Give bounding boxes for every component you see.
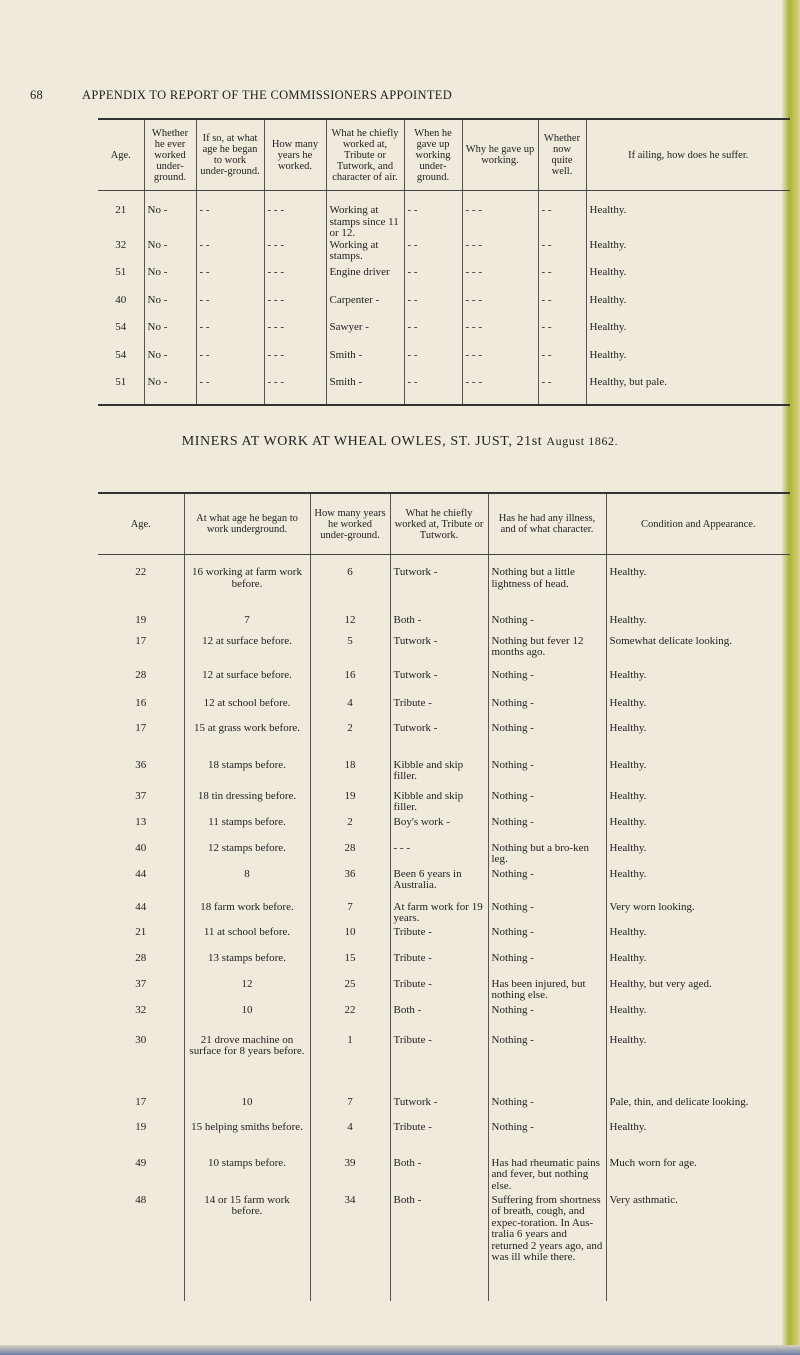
table-cell: 4 bbox=[310, 1122, 390, 1158]
table-row bbox=[98, 979, 790, 1005]
table-cell: - - bbox=[538, 350, 586, 378]
table-row bbox=[98, 723, 790, 760]
table-cell: 11 stamps before. bbox=[184, 817, 310, 843]
table-cell: 10 bbox=[184, 1005, 310, 1035]
table-cell: Has had rheumatic pains and fever, but nothing else. bbox=[488, 1158, 606, 1195]
table-cell: Tutwork - bbox=[390, 723, 488, 760]
table-cell: Nothing - bbox=[488, 615, 606, 636]
table-cell: - - bbox=[404, 267, 462, 295]
table-cell: Nothing - bbox=[488, 1005, 606, 1035]
table-cell: Tribute - bbox=[390, 1035, 488, 1097]
table-cell: 28 bbox=[310, 843, 390, 869]
table-cell: 12 at surface before. bbox=[184, 670, 310, 698]
table-cell: Kibble and skip filler. bbox=[390, 791, 488, 817]
table-row bbox=[98, 1035, 790, 1097]
table-cell: Nothing but a bro-ken leg. bbox=[488, 843, 606, 869]
table-cell: Healthy. bbox=[606, 1035, 790, 1097]
table-cell: - - bbox=[538, 267, 586, 295]
table-cell: Healthy. bbox=[606, 670, 790, 698]
column-header: Whether now quite well. bbox=[538, 119, 586, 191]
table-cell: Both - bbox=[390, 1005, 488, 1035]
table-cell: 18 stamps before. bbox=[184, 760, 310, 791]
table-cell: 39 bbox=[310, 1158, 390, 1195]
table-cell: 28 bbox=[135, 668, 147, 681]
table-cell: Smith - bbox=[326, 350, 404, 378]
table-cell: Smith - bbox=[326, 377, 404, 405]
table-cell: Healthy. bbox=[586, 240, 790, 268]
section-title bbox=[0, 434, 800, 450]
table-cell: 32 bbox=[115, 238, 127, 251]
table-cell: Nothing - bbox=[488, 927, 606, 953]
table-row bbox=[98, 615, 790, 636]
table-cell: Healthy. bbox=[606, 843, 790, 869]
column-header: Why he gave up working. bbox=[462, 119, 538, 191]
table-cell: Working at stamps since 11 or 12. bbox=[326, 191, 404, 240]
table-cell: - - - bbox=[462, 267, 538, 295]
table-cell: 10 bbox=[310, 927, 390, 953]
table-cell: - - - bbox=[462, 191, 538, 240]
table-cell: - - bbox=[404, 377, 462, 405]
table-cell: - - bbox=[196, 377, 264, 405]
table-cell: 40 bbox=[115, 293, 127, 306]
table-cell: - - - bbox=[264, 350, 326, 378]
column-header: Age. bbox=[98, 493, 184, 555]
column-header: Has he had any illness, and of what character. bbox=[488, 493, 606, 555]
table-cell: 1 bbox=[310, 1035, 390, 1097]
table-cell: Pale, thin, and delicate looking. bbox=[606, 1097, 790, 1122]
table-cell: At farm work for 19 years. bbox=[390, 902, 488, 927]
table-cell: Nothing but a little lightness of head. bbox=[488, 555, 606, 615]
table-cell: Suffering from shortness of breath, cough, and expec-toration. In Aus-tralia 6 years and returned 2 years ago, and was ill while there. bbox=[488, 1195, 606, 1301]
table-cell: 44 bbox=[135, 867, 147, 880]
table-cell: - - - bbox=[390, 843, 488, 869]
table-cell: - - bbox=[404, 240, 462, 268]
table-cell: Tribute - bbox=[390, 1122, 488, 1158]
column-header: What he chiefly worked at, Tribute or Tutwork, and character of air. bbox=[326, 119, 404, 191]
table-cell: Healthy. bbox=[586, 350, 790, 378]
table-cell: Both - bbox=[390, 1158, 488, 1195]
table-row bbox=[98, 1005, 790, 1035]
table-cell: 36 bbox=[310, 869, 390, 902]
table-cell: 18 farm work before. bbox=[184, 902, 310, 927]
table-header-row bbox=[98, 119, 790, 191]
table-cell: Nothing - bbox=[488, 1097, 606, 1122]
table-cell: 16 bbox=[135, 696, 147, 709]
table-cell: 12 at school before. bbox=[184, 698, 310, 723]
table-cell: Nothing - bbox=[488, 1122, 606, 1158]
table-cell: Carpenter - bbox=[326, 295, 404, 323]
table-row bbox=[98, 1122, 790, 1158]
table-row bbox=[98, 927, 790, 953]
table-cell: 18 bbox=[310, 760, 390, 791]
table-cell: - - bbox=[538, 377, 586, 405]
column-header: How many years he worked. bbox=[264, 119, 326, 191]
table-row bbox=[98, 843, 790, 869]
table-cell: No - bbox=[144, 240, 196, 268]
table-cell: 22 bbox=[135, 566, 147, 578]
table-cell: 17 bbox=[135, 1095, 147, 1108]
table-cell: 25 bbox=[310, 979, 390, 1005]
table-cell: - - - bbox=[462, 377, 538, 405]
column-header: How many years he worked under-ground. bbox=[310, 493, 390, 555]
table-cell: Much worn for age. bbox=[606, 1158, 790, 1195]
table-cell: Healthy. bbox=[586, 295, 790, 323]
table-cell: 18 tin dressing before. bbox=[184, 791, 310, 817]
table-cell: Healthy. bbox=[606, 817, 790, 843]
table-cell: - - - bbox=[462, 295, 538, 323]
table-row bbox=[98, 902, 790, 927]
column-header: What he chiefly worked at, Tribute or Tutwork. bbox=[390, 493, 488, 555]
table-cell: 7 bbox=[184, 615, 310, 636]
table-cell: Nothing - bbox=[488, 791, 606, 817]
table-cell: 40 bbox=[135, 841, 147, 854]
table-cell: No - bbox=[144, 350, 196, 378]
table-cell: 21 drove machine on surface for 8 years before. bbox=[184, 1035, 310, 1097]
table-cell: Healthy, but pale. bbox=[586, 377, 790, 405]
table-cell: Healthy. bbox=[606, 791, 790, 817]
table-cell: Tribute - bbox=[390, 698, 488, 723]
table-cell: - - bbox=[538, 322, 586, 350]
table-row bbox=[98, 295, 790, 323]
table-cell: 13 bbox=[135, 815, 147, 828]
table-cell: No - bbox=[144, 377, 196, 405]
table-cell: Engine driver bbox=[326, 267, 404, 295]
table-cell: Sawyer - bbox=[326, 322, 404, 350]
table-cell: Tutwork - bbox=[390, 1097, 488, 1122]
page-number: 68 bbox=[30, 88, 44, 102]
table-cell: - - - bbox=[264, 295, 326, 323]
table-cell: Healthy. bbox=[606, 1005, 790, 1035]
table-cell: Nothing - bbox=[488, 953, 606, 979]
table-cell: Healthy. bbox=[586, 191, 790, 240]
table-cell: 37 bbox=[135, 789, 147, 802]
table-cell: No - bbox=[144, 267, 196, 295]
table-cell: - - bbox=[404, 191, 462, 240]
table-cell: 28 bbox=[135, 951, 147, 964]
table-row bbox=[98, 670, 790, 698]
table-cell: - - bbox=[538, 191, 586, 240]
table-cell: 16 bbox=[310, 670, 390, 698]
table-cell: 10 bbox=[184, 1097, 310, 1122]
table-cell: - - - bbox=[264, 267, 326, 295]
table-cell: Healthy. bbox=[586, 322, 790, 350]
table-cell: Nothing - bbox=[488, 723, 606, 760]
table-cell: 21 bbox=[135, 925, 147, 938]
table-cell: Nothing - bbox=[488, 869, 606, 902]
section-title-main: MINERS AT WORK AT WHEAL OWLES, ST. JUST, 21st bbox=[181, 434, 547, 449]
table-cell: Healthy, but very aged. bbox=[606, 979, 790, 1005]
table-cell: 15 helping smiths before. bbox=[184, 1122, 310, 1158]
table-cell: 10 stamps before. bbox=[184, 1158, 310, 1195]
table-cell: 19 bbox=[135, 613, 147, 626]
table-cell: - - bbox=[196, 350, 264, 378]
table-cell: Nothing - bbox=[488, 817, 606, 843]
table-cell: - - - bbox=[264, 240, 326, 268]
table-cell: Been 6 years in Australia. bbox=[390, 869, 488, 902]
column-header: Age. bbox=[98, 119, 144, 191]
table-row bbox=[98, 377, 790, 405]
table-cell: 2 bbox=[310, 817, 390, 843]
table-cell: - - bbox=[196, 295, 264, 323]
table-cell: Somewhat delicate looking. bbox=[606, 636, 790, 670]
table-cell: 13 stamps before. bbox=[184, 953, 310, 979]
table-row bbox=[98, 267, 790, 295]
table-body bbox=[98, 555, 790, 1301]
table-cell: Nothing but fever 12 months ago. bbox=[488, 636, 606, 670]
table-cell: 22 bbox=[310, 1005, 390, 1035]
table-cell: - - - bbox=[462, 350, 538, 378]
table-cell: 48 bbox=[135, 1193, 147, 1206]
table-row bbox=[98, 869, 790, 902]
table-cell: Nothing - bbox=[488, 698, 606, 723]
table-cell: 17 bbox=[135, 721, 147, 734]
table-cell: Tutwork - bbox=[390, 636, 488, 670]
table-row bbox=[98, 791, 790, 817]
table-cell: 12 stamps before. bbox=[184, 843, 310, 869]
table-cell: Both - bbox=[390, 1195, 488, 1301]
table-cell: Nothing - bbox=[488, 670, 606, 698]
table-body bbox=[98, 191, 790, 405]
table-cell: 37 bbox=[135, 977, 147, 990]
table-row bbox=[98, 1158, 790, 1195]
table-cell: 15 bbox=[310, 953, 390, 979]
table-cell: 12 at surface before. bbox=[184, 636, 310, 670]
table-row bbox=[98, 817, 790, 843]
table-cell: Tribute - bbox=[390, 979, 488, 1005]
running-title: APPENDIX TO REPORT OF THE COMMISSIONERS APPOINTED bbox=[82, 88, 453, 102]
table-cell: 34 bbox=[310, 1195, 390, 1301]
table-cell: Tutwork - bbox=[390, 670, 488, 698]
table-cell: - - bbox=[538, 295, 586, 323]
column-header: When he gave up working under-ground. bbox=[404, 119, 462, 191]
table-cell: Tutwork - bbox=[390, 555, 488, 615]
table-cell: 36 bbox=[135, 758, 147, 771]
table-cell: Healthy. bbox=[606, 927, 790, 953]
table-cell: Healthy. bbox=[606, 953, 790, 979]
table-cell: - - bbox=[538, 240, 586, 268]
table-cell: 11 at school before. bbox=[184, 927, 310, 953]
table-cell: Healthy. bbox=[606, 555, 790, 615]
table-cell: Nothing - bbox=[488, 902, 606, 927]
table-cell: 7 bbox=[310, 902, 390, 927]
table-cell: - - bbox=[196, 240, 264, 268]
table-cell: 30 bbox=[135, 1033, 147, 1046]
table-cell: Very worn looking. bbox=[606, 902, 790, 927]
table-miners-at-work bbox=[98, 492, 790, 1301]
column-header: If ailing, how does he suffer. bbox=[586, 119, 790, 191]
table-cell: - - - bbox=[462, 322, 538, 350]
table-cell: 19 bbox=[135, 1120, 147, 1133]
table-cell: 49 bbox=[135, 1156, 147, 1169]
table-row bbox=[98, 322, 790, 350]
table-cell: 51 bbox=[115, 266, 127, 278]
table-cell: Both - bbox=[390, 615, 488, 636]
table-cell: 5 bbox=[310, 636, 390, 670]
table-cell: 12 bbox=[184, 979, 310, 1005]
table-cell: Nothing - bbox=[488, 1035, 606, 1097]
table-cell: 4 bbox=[310, 698, 390, 723]
table-cell: 17 bbox=[135, 634, 147, 647]
column-header: At what age he began to work underground. bbox=[184, 493, 310, 555]
table-cell: 21 bbox=[115, 204, 127, 216]
table-row bbox=[98, 1195, 790, 1301]
section-title-date: August 1862. bbox=[546, 434, 619, 448]
table-cell: 51 bbox=[115, 376, 127, 388]
table-cell: Very asthmatic. bbox=[606, 1195, 790, 1301]
table-cell: Healthy. bbox=[606, 723, 790, 760]
table-row bbox=[98, 191, 790, 240]
table-cell: Working at stamps. bbox=[326, 240, 404, 268]
table-cell: 14 or 15 farm work before. bbox=[184, 1195, 310, 1301]
table-cell: No - bbox=[144, 191, 196, 240]
table-cell: - - - bbox=[462, 240, 538, 268]
table-cell: 19 bbox=[310, 791, 390, 817]
table-cell: Healthy. bbox=[606, 1122, 790, 1158]
table-cell: 54 bbox=[115, 321, 127, 333]
column-header: Whether he ever worked under-ground. bbox=[144, 119, 196, 191]
table-cell: 44 bbox=[135, 900, 147, 913]
table-cell: - - bbox=[404, 322, 462, 350]
table-cell: Nothing - bbox=[488, 760, 606, 791]
table-row bbox=[98, 240, 790, 268]
table-cell: - - - bbox=[264, 191, 326, 240]
table-cell: - - bbox=[404, 350, 462, 378]
table-cell: Tribute - bbox=[390, 927, 488, 953]
table-cell: Healthy. bbox=[586, 267, 790, 295]
scan-bottom-bar bbox=[0, 1345, 800, 1355]
table-cell: No - bbox=[144, 295, 196, 323]
table-cell: - - - bbox=[264, 377, 326, 405]
table-cell: 15 at grass work before. bbox=[184, 723, 310, 760]
table-cell: 8 bbox=[184, 869, 310, 902]
table-cell: Tribute - bbox=[390, 953, 488, 979]
table-row bbox=[98, 350, 790, 378]
table-cell: 16 working at farm work before. bbox=[184, 555, 310, 615]
table-row bbox=[98, 760, 790, 791]
table-row bbox=[98, 636, 790, 670]
table-cell: 12 bbox=[310, 615, 390, 636]
table-cell: 32 bbox=[135, 1003, 147, 1016]
table-cell: Boy's work - bbox=[390, 817, 488, 843]
table-cell: 7 bbox=[310, 1097, 390, 1122]
table-cell: Healthy. bbox=[606, 698, 790, 723]
table-cell: Healthy. bbox=[606, 615, 790, 636]
table-cell: 54 bbox=[115, 348, 127, 361]
table-cell: Healthy. bbox=[606, 760, 790, 791]
table-row bbox=[98, 698, 790, 723]
table-cell: Kibble and skip filler. bbox=[390, 760, 488, 791]
table-cell: - - - bbox=[264, 322, 326, 350]
table-surface-workers bbox=[98, 118, 790, 406]
table-cell: - - bbox=[196, 267, 264, 295]
column-header: Condition and Appearance. bbox=[606, 493, 790, 555]
table-row bbox=[98, 1097, 790, 1122]
table-cell: 2 bbox=[310, 723, 390, 760]
table-cell: Has been injured, but nothing else. bbox=[488, 979, 606, 1005]
table-cell: No - bbox=[144, 322, 196, 350]
table-cell: 6 bbox=[310, 555, 390, 615]
table-cell: - - bbox=[196, 322, 264, 350]
table-header-row bbox=[98, 493, 790, 555]
table-row bbox=[98, 555, 790, 615]
table-cell: Healthy. bbox=[606, 869, 790, 902]
column-header: If so, at what age he began to work under-ground. bbox=[196, 119, 264, 191]
table-row bbox=[98, 953, 790, 979]
table-cell: - - bbox=[404, 295, 462, 323]
table-cell: - - bbox=[196, 191, 264, 240]
